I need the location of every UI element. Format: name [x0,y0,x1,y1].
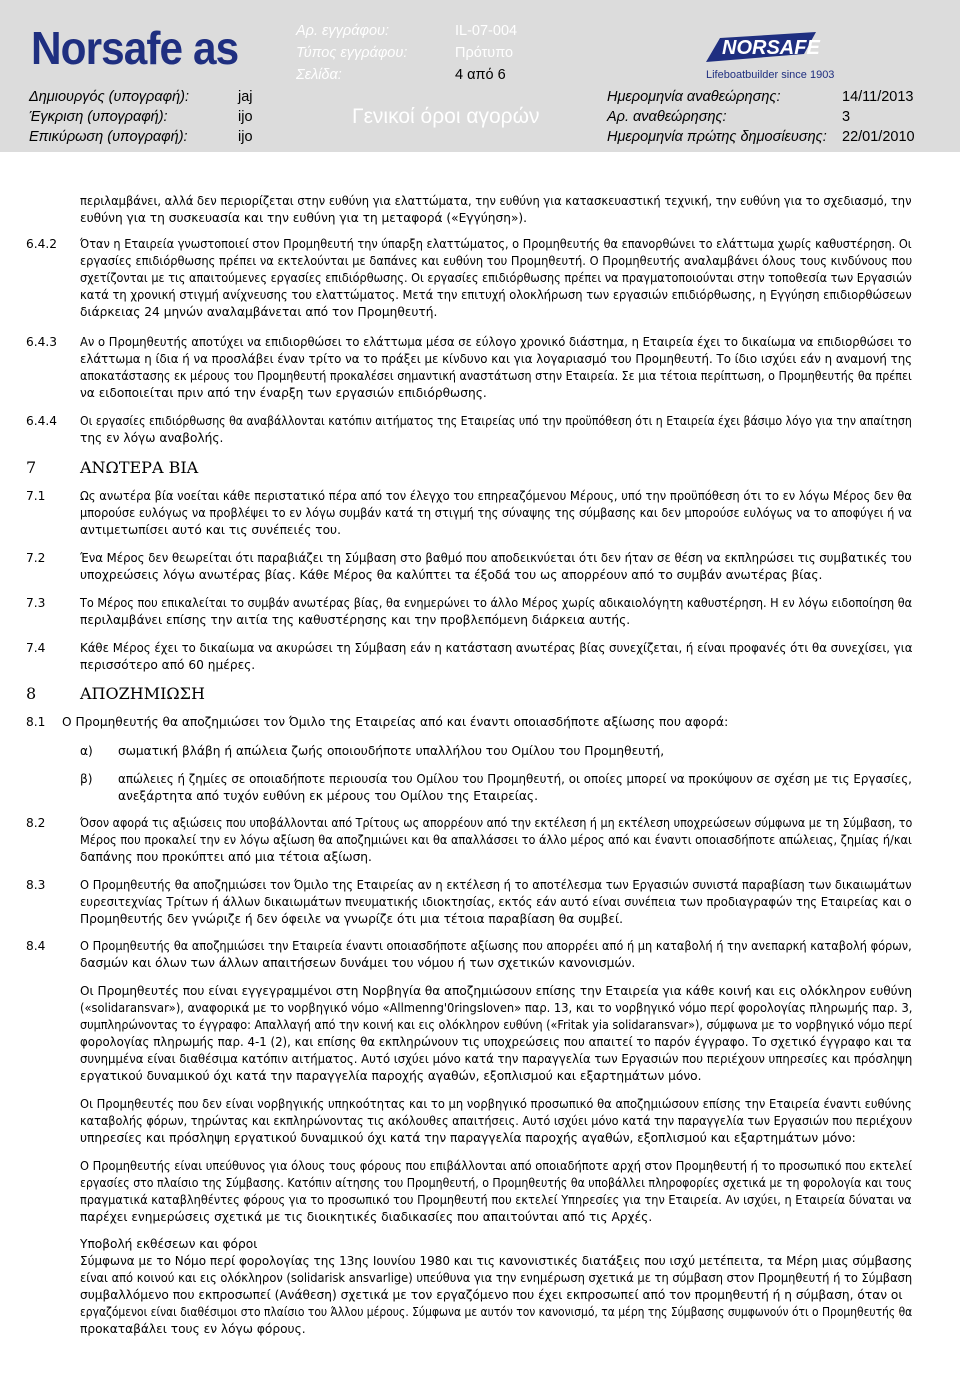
text-line: («solidaransvar»), αναφορικά με το νορβηγικό νόμο «Allmenng'0ringsloven» παρ. 13, και το νορβηγικό νόμο περί φορολογίας πληρωμής παρ. 3, [80,1001,913,1015]
text-line: συμπληρώνοντας το έγγραφο: Απαλλαγή από την κοινή και εις ολόκληρον ευθύνη («Fritak yia solidaransvar»), σύμφωνα με το νορβηγικό νόμο περί [80,1018,913,1032]
text-line: Ως ανωτέρα βία νοείται κάθε περιστατικό πέρα από τον έλεγχο του επηρεαζόμενου Μέρους, υπό την προϋπόθεση ότι το εν λόγω Μέρος δεν θα [80,489,912,503]
first-publication-label: Ημερομηνία πρώτης δημοσίευσης: [607,129,827,145]
list-marker: β) [80,772,93,786]
svg-text:NORSAFE: NORSAFE [722,37,820,59]
clause-number: 6.4.4 [26,414,58,428]
text-line: παρέχει ενημερώσεις σχετικά με τις διοικητικές διαδικασίες που απαιτούνται από τις Αρχές. [80,1210,653,1224]
text-line: διάρκειας 24 μηνών αναλαμβάνεται από τον Προμηθευτή. [80,305,438,319]
section-number: 7 [26,458,37,477]
clause-number: 7.1 [26,489,46,503]
text-line: αποκατάστασης εκ μέρους του Προμηθευτή προκαλέσει σημαντική αναστάτωση στην Εταιρεία. Σε μια τέτοια περίπτωση, ο Προμηθευτής θα πρέπει [80,369,912,383]
text-line: περισσότερο από 60 ημέρες. [80,658,256,672]
text-line: πραγματικά καταβληθέντες φόρους για το προσωπικό του Προμηθευτή που εκτελεί Υπηρεσίες για την Εταιρεία. Αν ισχύει, η Εταιρεία δύναται να [80,1193,912,1207]
text-line: Ο Προμηθευτής θα αποζημιώσει τον Όμιλο της Εταιρείας από και έναντι οποιασδήποτε αξίωσης που αφορά: [62,715,729,729]
approval-label: Έγκριση (υπογραφή): [29,109,168,125]
revision-date-label: Ημερομηνία αναθεώρησης: [607,89,781,105]
text-line: μπορούσε ευλόγως να προβλέψει το εν λόγω συμβάν κατά τη στιγμή της σύναψης της σύμβασης και δεν μπορούσε ευλόγως να το αποφύγει ή να [80,506,912,520]
text-line: Αν ο Προμηθευτής αποτύχει να επιδιορθώσει το ελάττωμα μέσα σε εύλογο χρονικό διάστημα, η Εταιρεία έχει το δικαίωμα να επιδιορθώσει το [80,335,912,349]
text-line: προκαταβάλει τους εν λόγω φόρους. [80,1322,306,1336]
text-line: να ειδοποιείται πριν από την έναρξη των εργασιών επιδιόρθωσης. [80,386,487,400]
text-line: υπηρεσίες και πρόσληψη εργατικού δυναμικού όχι κατά την παραγγελία παροχής αγαθών, εξοπλισμού και εξαρτημάτων μόνο: [80,1131,856,1145]
text-line: ευρεσιτεχνίας Τρίτων ή άλλων δικαιωμάτων πνευματικής ιδιοκτησίας, εκτός εάν αυτό είναι συνέπεια των προδιαγραφών της Εταιρείας και ο [80,895,912,909]
clause-number: 8.3 [26,878,46,892]
text-line: Μέρος που προκαλεί την εν λόγω αξίωση θα αποζημιώνει και θα απαλλάσσει το άλλο μέρος από και έναντι οποιασδήποτε απώλειας, ζημίας ή/και [80,833,912,847]
revision-date-value: 14/11/2013 [842,89,914,105]
section-heading: ΑΠΟΖΗΜΙΩΣΗ [80,684,205,703]
first-publication-value: 22/01/2010 [842,129,915,145]
text-line: Προμηθευτής δεν γνώριζε ή δεν όφειλε να γνωρίζε ότι μια τέτοια παραβίαση θα συμβεί. [80,912,624,926]
revision-number-label: Αρ. αναθεώρησης: [607,109,727,125]
text-line: υποχρεώσεις λόγω ανωτέρας βίας. Κάθε Μέρος θα καλύπτει τα έξοδά του ως απορρέουν από το συμβάν ανωτέρας βίας. [80,568,823,582]
text-line: Οι Προμηθευτές που δεν είναι νορβηγικής υπηκοότητας και το μη νορβηγικό προσωπικό θα αποζημιώσουν επίσης την Εταιρεία έναντι ευθύνης [80,1097,912,1111]
text-line: ανεξάρτητα από τυχόν ευθύνη εκ μέρους του Ομίλου της Εταιρείας. [118,789,538,803]
brand-logo: Norsafe as [31,22,239,74]
text-line: Οι Προμηθευτές που είναι εγγεγραμμένοι στη Νορβηγία θα αποζημιώσουν επίσης την Εταιρεία για κάθε κοινή και εις ολόκληρον ευθύνη [80,984,913,998]
clause-number: 7.2 [26,551,46,565]
text-line: Οι εργασίες επιδιόρθωσης θα αναβάλλονται κατόπιν αιτήματος της Εταιρείας υπό την προϋπόθεση ότι η Εταιρεία έχει βάσιμο λόγο για την απαίτηση [80,414,912,428]
text-line: Όσον αφορά τις αξιώσεις που υποβάλλονται από Τρίτους ως απορρέουν από την εκτέλεση ή μη εκτέλεση υποχρεώσεων σύμφωνα με τη Σύμβαση, το [80,816,913,830]
text-line: περιλαμβάνει επίσης την αιτία της καθυστέρησης και την προβλεπόμενη διάρκεια αυτής. [80,613,631,627]
document-header [0,0,960,152]
clause-number: 6.4.2 [26,237,58,251]
page-label: Σελίδα: [296,67,342,83]
doc-type-value: Πρότυπο [455,45,514,61]
document-title: Γενικοί όροι αγορών [352,105,540,128]
doc-type-label: Τύπος εγγράφου: [296,45,408,61]
text-line: καταβολής φόρων, τηρώντας και εκπληρώνοντας τις ακόλουθες απαιτήσεις. Αυτό ισχύει μόνο κατά την παραγγελία των Εργασιών που περιέχουν [80,1114,913,1128]
list-marker: α) [80,744,93,758]
text-line: εργασίες στο πλαίσιο της Σύμβασης. Κατόπιν αίτησης του Προμηθευτή, ο Προμηθευτής θα υποβάλλει πληροφορίες σχετικά με τη φορολογία και τους [80,1176,912,1190]
text-line: Κάθε Μέρος έχει το δικαίωμα να ακυρώσει τη Σύμβαση εάν η κατάσταση ανωτέρας βίας συνεχίζεται, ή είναι προφανές ότι θα συνεχίσει, για [80,641,913,655]
text-line: απώλειες ή ζημίες σε οποιαδήποτε περιουσία του Ομίλου του Προμηθευτή, οι οποίες μπορεί να προκύψουν σε σχέση με τις Εργασίες, [118,772,912,786]
section-number: 8 [26,684,37,703]
text-line: Ο Προμηθευτής θα αποζημιώσει τον Όμιλο της Εταιρείας αν η εκτέλεση ή το αποτέλεσμα των Εργασιών συνιστά παραβίαση των δικαιωμάτων [80,878,912,892]
clause-number: 8.2 [26,816,46,830]
text-line: Ο Προμηθευτής είναι υπεύθυνος για όλους τους φόρους που επιβάλλονται από οποιαδήποτε αρχή στον Προμηθευτή ή το προσωπικό που εκτελεί [80,1159,913,1173]
text-line: ελάττωμα η ίδια ή να προσλάβει έναν τρίτο να το πράξει με κίνδυνο και για λογαριασμό του Προμηθευτή. Το ίδιο ισχύει εάν η αναμονή της [80,352,913,366]
clause-number: 7.3 [26,596,46,610]
subheading: Υποβολή εκθέσεων και φόροι [80,1237,258,1251]
clause-number: 8.1 [26,715,46,729]
text-line: φορολογίας πληρωμής παρ. 4-1 (2), και επίσης θα εκπληρώνουν τις υποχρεώσεις που απαιτεί το παρόν έγγραφο. Το σχετικό έγγραφο και τα [80,1035,912,1049]
text-line: σωματική βλάβη ή απώλεια ζωής οποιουδήποτε υπαλλήλου του Ομίλου του Προμηθευτή, [118,744,665,758]
creator-value: jaj [238,89,253,105]
doc-number-label: Αρ. εγγράφου: [296,23,390,39]
clause-number: 6.4.3 [26,335,58,349]
doc-number-value: IL-07-004 [455,23,518,39]
text-line: εργατικού δυναμικού όχι κατά την παραγγελία παροχής αγαθών, εξοπλισμού και εξαρτημάτων μόνο. [80,1069,702,1083]
clause-number: 8.4 [26,939,46,953]
text-line: δαπάνης που προκύπτει από μια τέτοια αξίωση. [80,850,372,864]
revision-number-value: 3 [842,109,851,125]
text-line: εργασίες επιδιόρθωσης πρέπει να εκτελούνται με δαπάνες και ευθύνη του Προμηθευτή. Ο Προμηθευτής αναλαμβάνει όλους τους κινδύνους που [80,254,913,268]
text-line: συνημμένα είναι διαθέσιμα κατόπιν αιτήματος. Αυτό ισχύει μόνο κατά την παραγγελία των Εργασιών που περιέχουν υπηρεσίες και πρόσληψη [80,1052,913,1066]
text-line: είναι από κοινού και εις ολόκληρον (solidarisk ansvarlige) υπεύθυνα για την ενημέρωση σχετικά με τη σύμβαση στον Προμηθευτή ή το Σύμβαση [80,1271,913,1285]
text-line: εργαζόμενοι είναι διαθέσιμοι στο πλαίσιο του Άλλου μέρους. Σύμφωνα με αυτόν τον κανονισμό, τα μέρη της Σύμβασης συμφωνούν ότι ο Προμηθευτής θα [80,1305,913,1319]
text-line: της εν λόγω αναβολής. [80,431,224,445]
text-line: δασμών και όλων των άλλων απαιτήσεων δυνάμει του νόμου ή των σχετικών κανονισμών. [80,956,636,970]
section-heading: ΑΝΩΤΕΡΑ ΒΙΑ [80,458,199,477]
text-line: περιλαμβάνει, αλλά δεν περιορίζεται στην ευθύνη για ελαττώματα, την ευθύνη για κατασκευαστική τεχνική, την ευθύνη για το σχεδιασμό, την [80,194,912,208]
text-line: συμβαλλόμενο που εκπροσωπεί (Ανάθεση) σχετικά με τον εργαζόμενο που έχει εκπροσωπεί από τον προμηθευτή ή η σύμβαση, όταν οι [80,1288,903,1302]
approval-value: ijo [238,109,253,125]
validation-value: ijo [238,129,253,145]
clause-number: 7.4 [26,641,46,655]
text-line: Το Μέρος που επικαλείται το συμβάν ανωτέρας βίας, θα ενημερώνει το άλλο Μέρος χωρίς αδικαιολόγητη καθυστέρηση. Η εν λόγω ειδοποίηση θα [80,596,913,610]
text-line: Ένα Μέρος δεν θεωρείται ότι παραβιάζει τη Σύμβαση στο βαθμό που αποδεικνύεται ότι δεν ήταν σε θέση να εκπληρώσει τις συμβατικές του [80,551,912,565]
text-line: Όταν η Εταιρεία γνωστοποιεί στον Προμηθευτή την ύπαρξη ελαττώματος, ο Προμηθευτής θα επανορθώνει το ελάττωμα χωρίς καθυστέρηση. Οι [80,237,912,251]
text-line: Σύμφωνα με το Νόμο περί φορολογίας της 13ης Ιουνίου 1980 και τις κανονιστικές διατάξεις που ισχύ μετέπειτα, τα Μέρη μιας σύμβασης [80,1254,913,1268]
company-tagline: Lifeboatbuilder since 1903 [706,69,835,81]
page-value: 4 από 6 [455,67,506,83]
text-line: Ο Προμηθευτής θα αποζημιώσει την Εταιρεία έναντι οποιασδήποτε αξίωσης που απορρέει από ή μη καταβολή ή την ανεπαρκή καταβολή φόρων, [80,939,912,953]
validation-label: Επικύρωση (υπογραφή): [29,129,188,145]
text-line: κατά τη χρονική στιγμή ανίχνευσης του ελαττώματος. Μετά την επιτυχή ολοκλήρωση των εργασιών επιδιόρθωσης, η Εγγύηση επιδιορθώσεων [80,288,912,302]
text-line: αντιμετωπίσει αυτό και τις συνέπειές του. [80,523,341,537]
text-line: σχετίζονται με τις απαιτούμενες εργασίες επιδιόρθωσης. Οι εργασίες επιδιόρθωσης πρέπει να πραγματοποιούνται στην τοποθεσία των Εργασιών [80,271,912,285]
text-line: ευθύνη για τη συσκευασία και την ευθύνη για τη μεταφορά («Εγγύηση»). [80,211,528,225]
creator-label: Δημιουργός (υπογραφή): [29,89,189,105]
